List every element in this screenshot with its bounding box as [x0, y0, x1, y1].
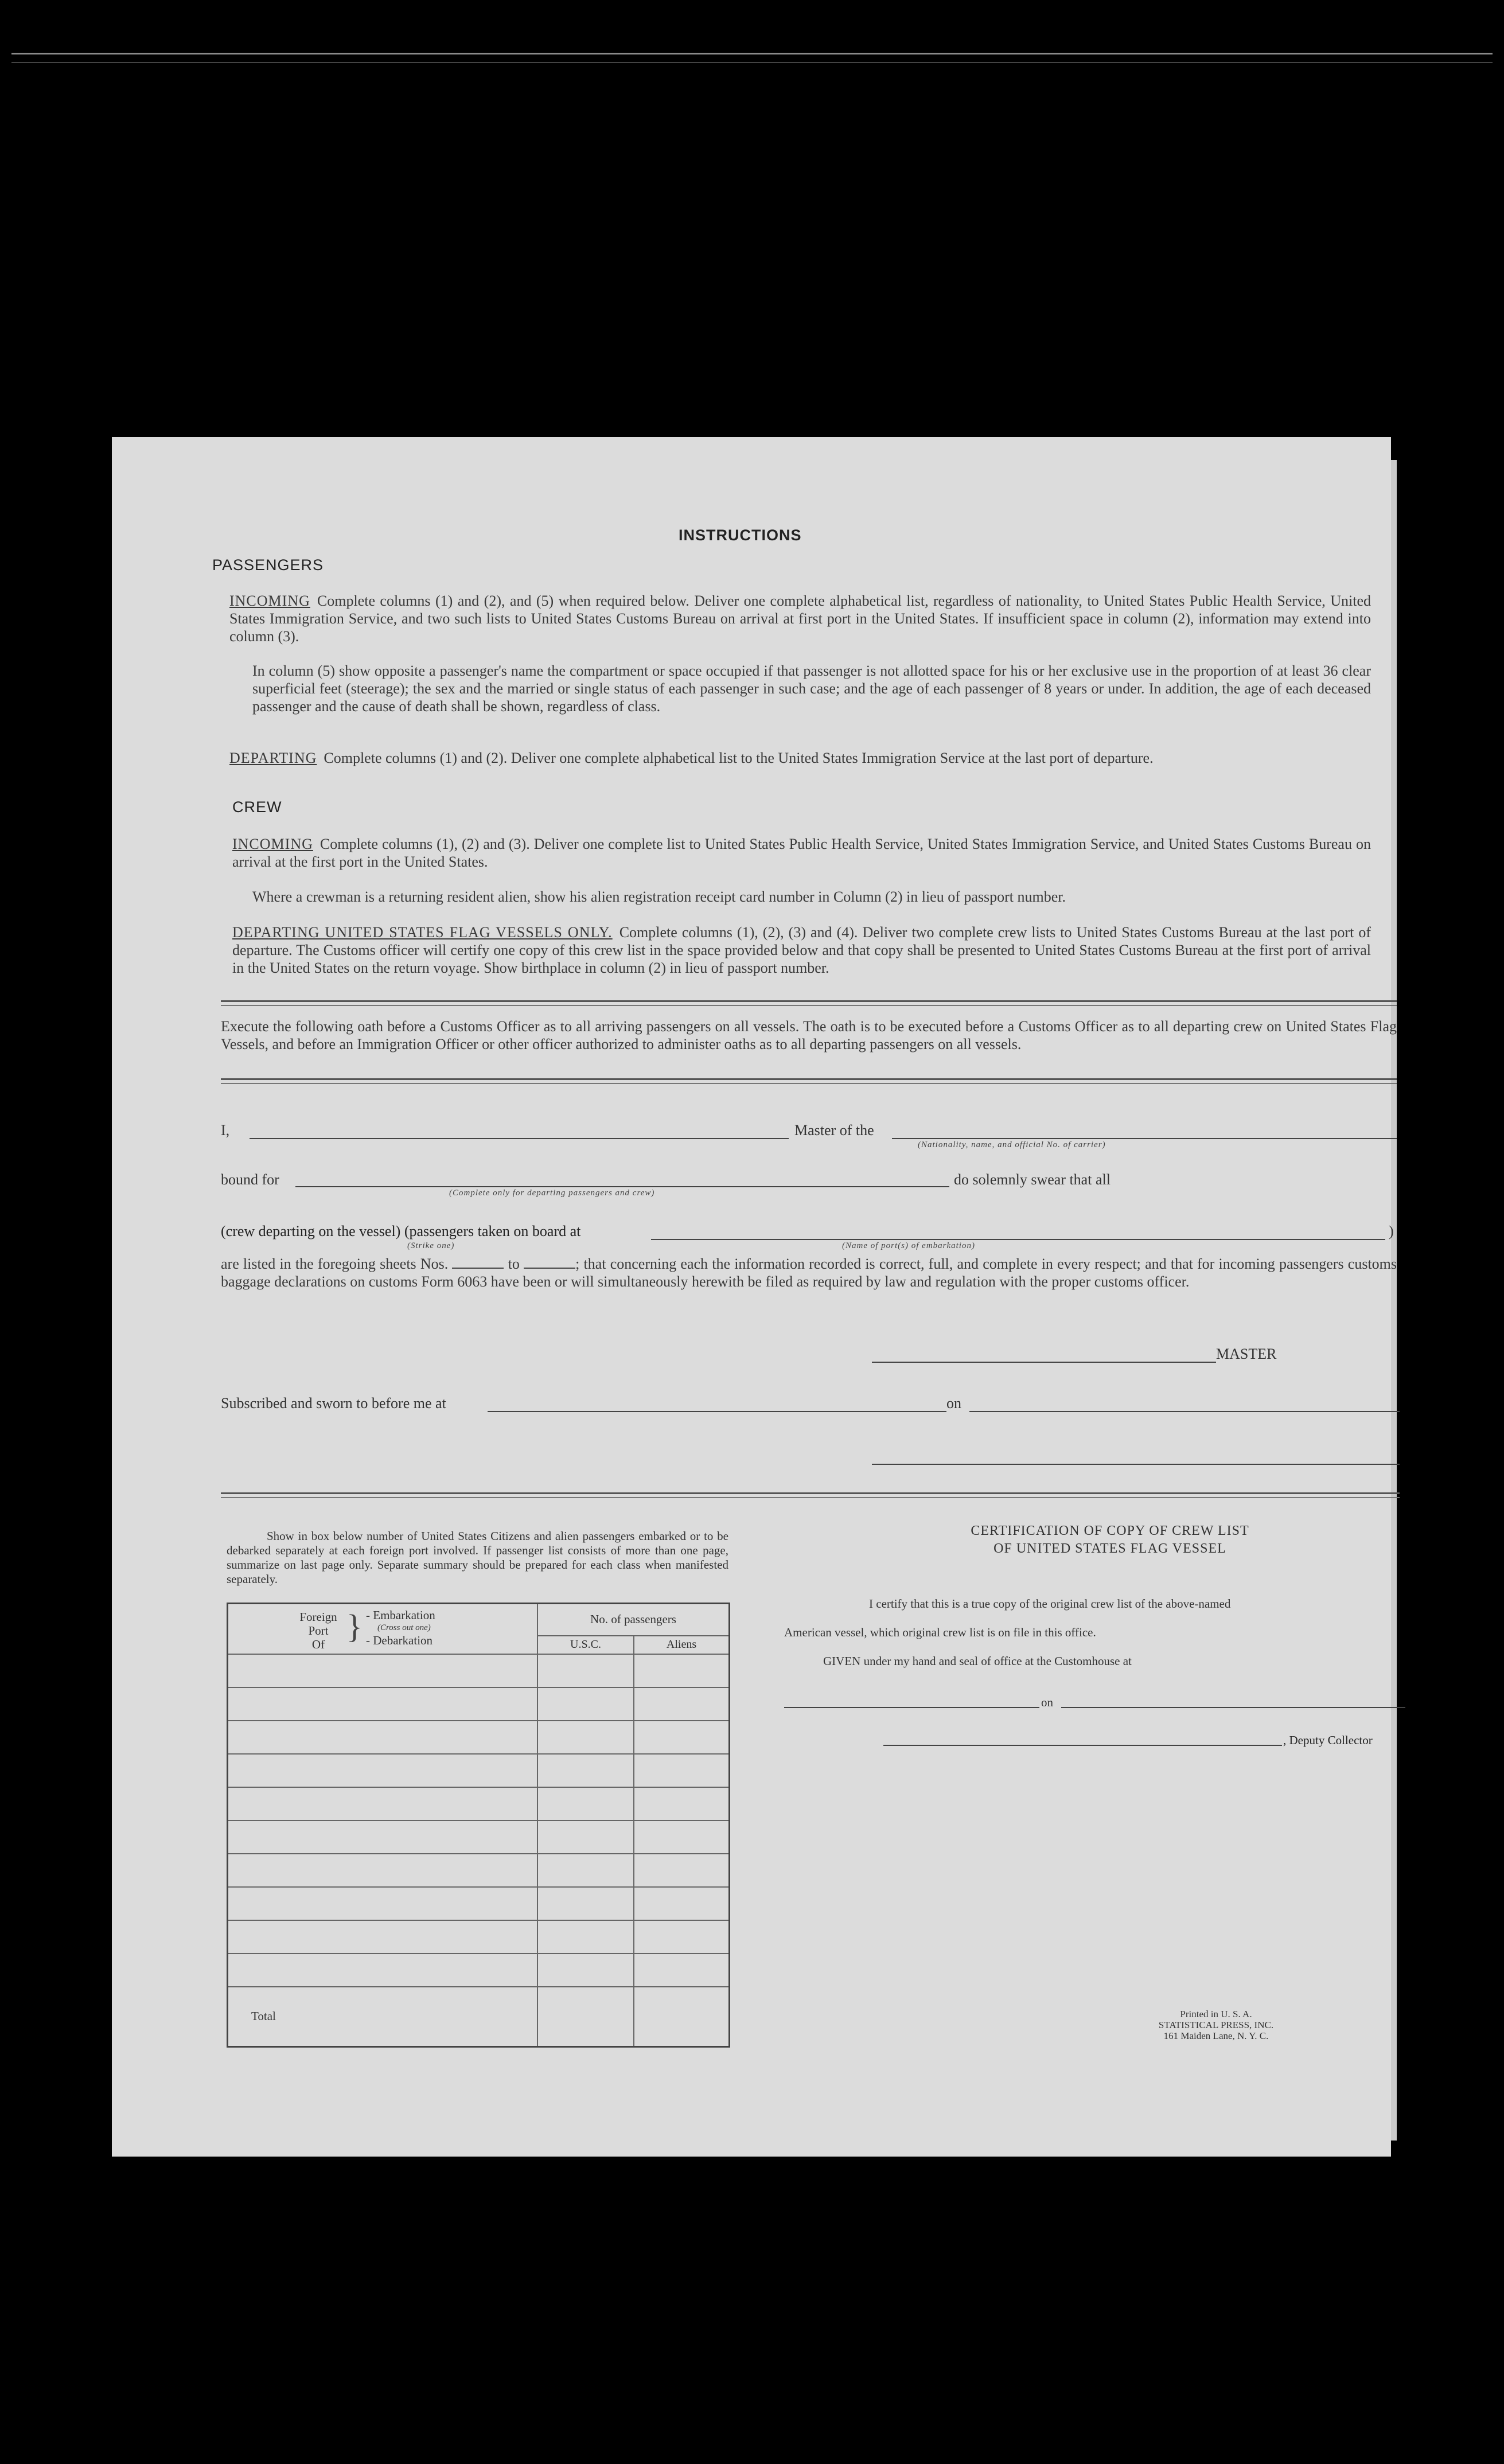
deputy-signature-line[interactable]: [883, 1745, 1282, 1746]
printer-line-2: STATISTICAL PRESS, INC.: [1158, 2019, 1274, 2030]
master-signature-line[interactable]: [872, 1362, 1216, 1363]
departing-flag-text: Complete columns (1), (2), (3) and (4). Deliver two complete crew lists to United States Customs Bureau at the last port of departure. The Customs officer will certify one copy of this crew list in the space provided below and that copy shall be presented to United States Customs Bureau at the first port of arrival in the United States on the return voyage. Show birthplace in column (2) in lieu of passport number.: [232, 924, 1371, 976]
divider: [221, 1078, 1397, 1080]
listed-text-2: ; that concerning each the information recorded is correct, full, and complete in every respect; and that for incoming passengers customs baggage declarations on customs Form 6063 have been or will simultaneously herewith be filed as required by law and regulation with the proper customs officer.: [221, 1256, 1397, 1290]
usc-cell[interactable]: [537, 1954, 634, 1987]
divider: [221, 1497, 1400, 1498]
port-cell[interactable]: [228, 1954, 538, 1987]
sworn-place-field[interactable]: [488, 1411, 946, 1412]
port-cell[interactable]: [228, 1721, 538, 1754]
usc-cell[interactable]: [537, 1687, 634, 1721]
bound-for-field[interactable]: [295, 1186, 949, 1187]
strike-one-caption: (Strike one): [407, 1241, 455, 1250]
cross-out-label: (Cross out one): [377, 1623, 431, 1632]
usc-cell[interactable]: [537, 1721, 634, 1754]
divider: [221, 1492, 1400, 1494]
aliens-cell[interactable]: [634, 1920, 730, 1954]
crew-incoming-paragraph: [232, 835, 1371, 871]
oath-i-label: I,: [221, 1122, 230, 1139]
no-of-passengers-header: No. of passengers: [537, 1604, 730, 1636]
usc-cell[interactable]: [537, 1820, 634, 1854]
sheet-to-field[interactable]: [524, 1268, 575, 1269]
aliens-cell[interactable]: [634, 1654, 730, 1687]
film-edge-line-2: [11, 62, 1493, 63]
certification-title-1: CERTIFICATION OF COPY OF CREW LIST: [971, 1523, 1249, 1538]
master-label: MASTER: [1216, 1346, 1277, 1362]
nationality-caption: (Nationality, name, and official No. of carrier): [918, 1140, 1106, 1149]
document-page: [112, 437, 1397, 2157]
brace-icon: }: [346, 1608, 363, 1645]
usc-cell[interactable]: [537, 1754, 634, 1787]
port-cell[interactable]: [228, 1854, 538, 1887]
bound-for-label: bound for: [221, 1171, 279, 1188]
usc-cell[interactable]: [537, 1787, 634, 1820]
port-of-embarkation-field[interactable]: [651, 1239, 1385, 1240]
to-label: to: [508, 1256, 520, 1272]
printer-line-1: Printed in U. S. A.: [1180, 2009, 1252, 2019]
embark-debark-labels: [366, 1609, 435, 1647]
cert-on-label: on: [1041, 1695, 1053, 1709]
aliens-cell[interactable]: [634, 1954, 730, 1987]
usc-header: U.S.C.: [537, 1636, 634, 1654]
port-cell[interactable]: [228, 1654, 538, 1687]
aliens-header: Aliens: [634, 1636, 730, 1654]
passengers-incoming-paragraph: [229, 592, 1371, 645]
certification-text-1: [823, 1597, 1402, 1611]
crew-heading: CREW: [232, 798, 282, 816]
subscribed-label: Subscribed and sworn to before me at: [221, 1395, 446, 1412]
column5-paragraph: In column (5) show opposite a passenger's name the compartment or space occupied if that passenger is not allotted space for his or her exclusive use in the proportion of at least 36 clear superficial feet (steerage); the sex and the married or single status of each passenger in such case; and the age of each passenger of 8 years or under. In addition, the age of each deceased passenger and the cause of death shall be shown, regardless of class.: [252, 662, 1371, 715]
crew-departing-label: (crew departing on the vessel) (passengers taken on board at: [221, 1223, 581, 1239]
port-cell[interactable]: [228, 1754, 538, 1787]
incoming-text: Complete columns (1) and (2), and (5) when required below. Deliver one complete alphabetical list, regardless of nationality, to United States Public Health Service, United States Immigration Service, and two such lists to United States Customs Bureau on arrival at first port in the United States. If insufficient space in column (2), information may extend into column (3).: [229, 592, 1371, 645]
cert-date-field[interactable]: [1061, 1707, 1405, 1708]
embarkation-label: - Embarkation: [366, 1608, 435, 1622]
do-swear-label: do solemnly swear that all: [954, 1171, 1111, 1188]
crewman-paragraph: Where a crewman is a returning resident alien, show his alien registration receipt card number in Column (2) in lieu of passport number.: [252, 888, 1066, 905]
sheet-from-field[interactable]: [452, 1268, 504, 1269]
foreign-port-of: [293, 1610, 344, 1651]
departing-flag-label: DEPARTING UNITED STATES FLAG VESSELS ONLY.: [232, 924, 613, 941]
certification-title-2: OF UNITED STATES FLAG VESSEL: [993, 1541, 1226, 1556]
instructions-title: INSTRUCTIONS: [679, 527, 802, 544]
departing-flag-paragraph: [232, 923, 1371, 977]
incoming-label: INCOMING: [229, 592, 310, 609]
debarkation-label: - Debarkation: [366, 1633, 433, 1647]
certification-text-2: American vessel, which original crew list is on file in this office.: [784, 1625, 1096, 1639]
page-edge-shadow: [1391, 460, 1397, 2141]
close-paren: ): [1389, 1223, 1394, 1239]
printer-imprint: [1087, 2009, 1345, 2041]
deputy-collector-label: , Deputy Collector: [1283, 1733, 1373, 1747]
port-cell[interactable]: [228, 1920, 538, 1954]
aliens-cell[interactable]: [634, 1687, 730, 1721]
port-cell[interactable]: [228, 1787, 538, 1820]
carrier-field[interactable]: [892, 1138, 1397, 1139]
total-label: Total: [228, 1987, 538, 2047]
aliens-cell[interactable]: [634, 1854, 730, 1887]
on-label: on: [946, 1395, 961, 1412]
aliens-total-cell[interactable]: [634, 1987, 730, 2047]
port-cell[interactable]: [228, 1687, 538, 1721]
aliens-cell[interactable]: [634, 1787, 730, 1820]
oath-statement: [221, 1255, 1397, 1291]
of-label: Of: [311, 1638, 325, 1651]
certification-text-1-content: I certify that this is a true copy of the original crew list of the above-named: [869, 1597, 1231, 1611]
complete-only-caption: (Complete only for departing passengers and crew): [449, 1188, 655, 1198]
sworn-date-field[interactable]: [969, 1411, 1400, 1412]
master-name-field[interactable]: [250, 1138, 789, 1139]
port-caption: (Name of port(s) of embarkation): [842, 1241, 975, 1250]
aliens-cell[interactable]: [634, 1721, 730, 1754]
certification-title: [852, 1522, 1368, 1558]
aliens-cell[interactable]: [634, 1754, 730, 1787]
crew-incoming-text: Complete columns (1), (2) and (3). Deliver one complete list to United States Public Health Service, United States Immigration Service, and United States Customs Bureau on arrival at the first port in the United States.: [232, 836, 1371, 870]
usc-cell[interactable]: [537, 1654, 634, 1687]
master-of-the-label: Master of the: [794, 1122, 874, 1139]
divider: [221, 1000, 1397, 1002]
departing-label: DEPARTING: [229, 750, 317, 766]
film-edge-line: [11, 53, 1493, 54]
port-header-cell: [228, 1604, 538, 1654]
crew-incoming-label: INCOMING: [232, 836, 313, 852]
printer-line-3: 161 Maiden Lane, N. Y. C.: [1163, 2030, 1269, 2041]
usc-cell[interactable]: [537, 1854, 634, 1887]
divider: [221, 1005, 1397, 1006]
usc-cell[interactable]: [537, 1887, 634, 1920]
port-cell[interactable]: [228, 1887, 538, 1920]
passengers-heading: PASSENGERS: [212, 556, 324, 574]
usc-cell[interactable]: [537, 1920, 634, 1954]
oath-instructions: Execute the following oath before a Customs Officer as to all arriving passengers on all vessels. The oath is to be executed before a Customs Officer as to all departing crew on United States Flag Vessels, and before an Immigration Officer or other officer authorized to administer oaths as to all departing passengers on all vessels.: [221, 1018, 1397, 1052]
divider: [221, 1083, 1397, 1084]
port-label: Port: [308, 1624, 329, 1638]
aliens-cell[interactable]: [634, 1820, 730, 1854]
officer-signature-line[interactable]: [872, 1464, 1400, 1465]
departing-text: Complete columns (1) and (2). Deliver one complete alphabetical list to the United States Immigration Service at the last port of departure.: [324, 750, 1154, 766]
passengers-departing-paragraph: [229, 749, 1371, 767]
foreign-label: Foreign: [299, 1610, 337, 1624]
usc-total-cell[interactable]: [537, 1987, 634, 2047]
aliens-cell[interactable]: [634, 1887, 730, 1920]
customhouse-field[interactable]: [784, 1707, 1039, 1708]
passenger-count-table: [227, 1603, 730, 2048]
box-note: Show in box below number of United States Citizens and alien passengers embarked or to be debarked separately at each foreign port involved. If passenger list consists of more than one page, summarize on last page only. Separate summary should be prepared for each class when manifested separately.: [227, 1529, 728, 1586]
port-cell[interactable]: [228, 1820, 538, 1854]
listed-text-1: are listed in the foregoing sheets Nos.: [221, 1256, 449, 1272]
certification-given: GIVEN under my hand and seal of office at the Customhouse at: [823, 1654, 1132, 1668]
